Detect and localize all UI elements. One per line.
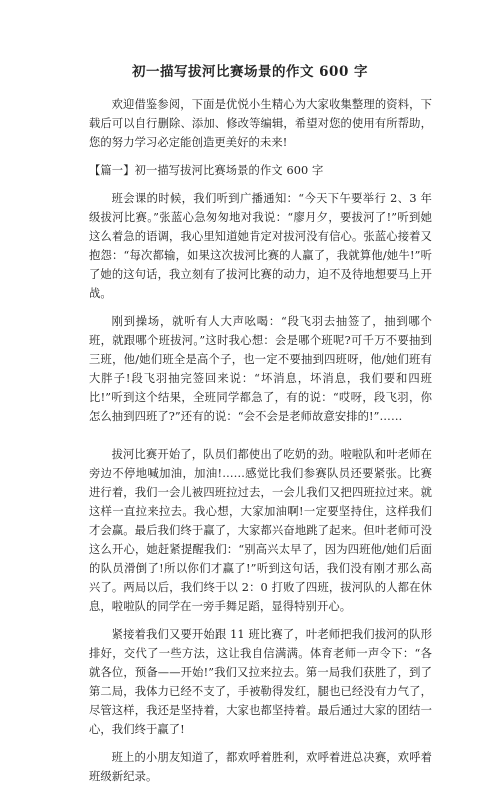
body-paragraph: 班上的小朋友知道了，都欢呼着胜利，欢呼着进总决赛，欢呼着班级新纪录。: [89, 751, 432, 783]
section-heading: 【篇一】初一描写拔河比赛场景的作文 600 字: [89, 164, 324, 177]
body-paragraph: 紧接着我们又要开始跟 11 班比赛了，叶老师把我们拔河的队形排好，交代了一些方法，这让我自信满满。体育老师一声令下：“各就各位，预备——开始!”我们又拉来拉去。第一局我们获胜了，到了第二局，我体力已经不支了，手被勒得发红，腿也已经没有力气了，尽管这样，我还是坚持着，大家也都坚持着。最后通过大家的团结一心，我们终于赢了!: [89, 628, 432, 736]
document-body: [89, 95, 432, 786]
body-paragraph: 班会课的时候，我们听到广播通知：“今天下午要举行 2、3 年级拔河比赛。”张蓝心急匆匆地对我说：“廖月夕，要拔河了!”听到她这么着急的语调，我心里知道她肯定对拔河没有信心。张蓝心接着又抱怨：“每次都输，如果这次拔河比赛的人赢了，我就算他/她牛!”听了她的这句话，我立刻有了拔河比赛的动力，迫不及待地想要马上开战。: [89, 192, 432, 300]
document-title: 初一描写拔河比赛场景的作文 600 字: [131, 64, 369, 80]
intro-paragraph: 欢迎借鉴参阅，下面是优悦小生精心为大家收集整理的资料，下载后可以自行删除、添加、修改等编辑，希望对您的使用有所帮助，您的努力学习必定能创造更美好的未来!: [89, 98, 432, 149]
body-paragraph: 刚到操场，就听有人大声吆喝：“段飞羽去抽签了，抽到哪个班，就跟哪个班拔河。”这时我心想：会是哪个班呢?可千万不要抽到三班，他/她们班全是高个子，也一定不要抽到四班呀，他/她们班有大胖子!段飞羽抽完签回来说：“坏消息，坏消息，我们要和四班比!”听到这个结果，全班同学都急了，有的说：“哎呀，段飞羽，你怎么抽到四班了?”还有的说：“会不会是老师故意安排的!”……: [89, 315, 432, 423]
body-paragraph: 拔河比赛开始了，队员们都使出了吃奶的劲。啦啦队和叶老师在旁边不停地喊加油，加油!……感觉比我们参赛队员还要紧张。比赛进行着，我们一会儿被四班拉过去，一会儿我们又把四班拉过来。就这样一直拉来拉去。我心想，大家加油啊!一定要坚持住，这样我们才会赢。最后我们终于赢了，大家都兴奋地跳了起来。但叶老师可没这么开心，她赶紧提醒我们：“别高兴太早了，因为四班他/她们后面的队员滑倒了!所以你们才赢了!”听到这句话，我们没有刚才那么高兴了。两局以后，我们终于以 2：0 打败了四班，拔河队的人都在休息，啦啦队的同学在一旁手舞足蹈，显得特别开心。: [89, 448, 432, 613]
